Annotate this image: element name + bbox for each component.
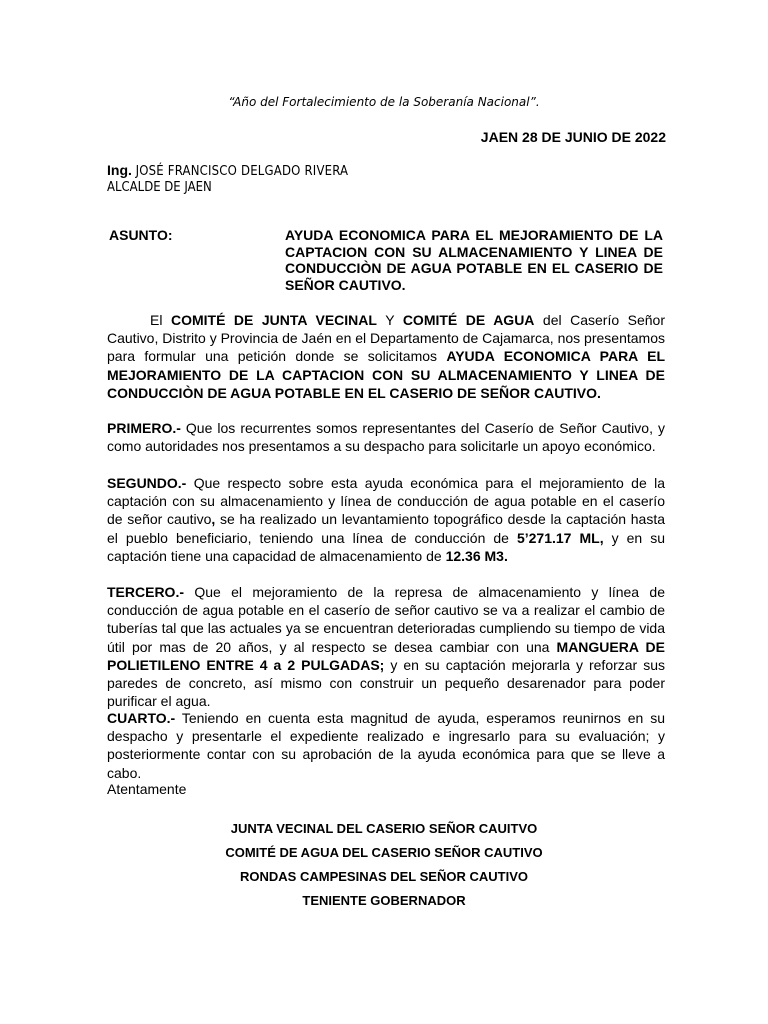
intro-committee-1: COMITÉ DE JUNTA VECINAL bbox=[170, 312, 377, 328]
segundo-text-1: Que respecto sobre esta ayuda económica para el mejoramiento de la captación con su almacenamiento y línea de conducción de agua potable en el caserío de señor cautivo bbox=[107, 475, 665, 528]
closing-salutation: Atentamente bbox=[107, 781, 187, 797]
primero-label: PRIMERO.- bbox=[107, 420, 181, 436]
signature-teniente-gobernador: TENIENTE GOBERNADOR bbox=[302, 893, 466, 908]
segundo-capacity: 12.36 M3. bbox=[445, 547, 508, 564]
tercero-text-2: y en su captación mejorarla y reforzar sus paredes de concreto, así mismo con construir un pequeño desarenador para poder purificar el agua. bbox=[107, 656, 665, 710]
segundo-text-2: se ha realizado un levantamiento topográfico desde la captación hasta el pueblo beneficiario, teniendo una línea de conducción de bbox=[107, 511, 666, 546]
intro-request: AYUDA ECONOMICA PARA EL MEJORAMIENTO DE LA CAPTACION CON SU ALMACENAMIENTO Y LINEA DE CONDUCCIÒN DE AGUA POTABLE EN EL CASERIO DE SEÑOR CAUTIVO. bbox=[107, 348, 666, 401]
signature-rondas-campesinas: RONDAS CAMPESINAS DEL SEÑOR CAUTIVO bbox=[240, 869, 528, 884]
intro-paragraph bbox=[107, 311, 665, 402]
segundo-text-3: y en su captación tiene una capacidad de almacenamiento de bbox=[107, 529, 665, 564]
recipient-name: JOSÉ FRANCISCO DELGADO RIVERA bbox=[135, 164, 349, 179]
subject-label: ASUNTO: bbox=[109, 227, 173, 243]
recipient-name-line bbox=[107, 162, 348, 180]
recipient-block bbox=[107, 162, 348, 196]
recipient-position: ALCALDE DE JAEN bbox=[107, 180, 212, 195]
intro-text-3: del Caserío Señor Cautivo, Distrito y Provincia de Jaén en el Departamento de Cajamarca, nos presentamos para formular una petición donde se solicitamos bbox=[107, 312, 666, 365]
tercero-text-1: Que el mejoramiento de la represa de almacenamiento y línea de conducción de agua potable en el caserío de señor cautivo se va a realizar el cambio de tuberías tal que las actuales ya se encuentran deterioradas cumpliendo su tiempo de vida útil por mas de 20 años, y al respecto se desea cambiar con una bbox=[107, 584, 665, 655]
tercero-paragraph bbox=[107, 583, 665, 710]
intro-text-2: Y bbox=[376, 312, 403, 328]
intro-text-1: El bbox=[150, 312, 171, 328]
subject-text: AYUDA ECONOMICA PARA EL MEJORAMIENTO DE LA CAPTACION CON SU ALMACENAMIENTO Y LINEA DE CONDUCCIÒN DE AGUA POTABLE EN EL CASERIO DE SEÑOR CAUTIVO. bbox=[285, 227, 663, 293]
letter-date: JAEN 28 DE JUNIO DE 2022 bbox=[480, 129, 666, 145]
primero-text: Que los recurrentes somos representantes del Caserío de Señor Cautivo, y como autoridades nos presentamos a su despacho para solicitarle un apoyo económico. bbox=[107, 420, 665, 455]
year-motto: “Año del Fortalecimiento de la Soberanía Nacional”. bbox=[228, 95, 540, 109]
primero-paragraph bbox=[107, 419, 665, 455]
recipient-title: Ing. bbox=[107, 162, 132, 178]
tercero-hose: MANGUERA DE POLIETILENO ENTRE 4 a 2 PULGADAS; bbox=[107, 638, 665, 673]
intro-committee-2: COMITÉ DE AGUA bbox=[402, 312, 535, 328]
cuarto-text: Teniendo en cuenta esta magnitud de ayuda, esperamos reunirnos en su despacho y presentarle el expediente realizado e ingresarlo para su evaluación; y posteriormente contar con su aprobación de la ayuda económica para que se lleve a cabo. bbox=[107, 710, 665, 781]
segundo-comma: , bbox=[211, 511, 216, 528]
segundo-length: 5’271.17 ML, bbox=[516, 529, 604, 546]
cuarto-label: CUARTO.- bbox=[107, 710, 176, 726]
signature-junta-vecinal: JUNTA VECINAL DEL CASERIO SEÑOR CAUITVO bbox=[230, 821, 538, 836]
cuarto-paragraph bbox=[107, 709, 665, 782]
segundo-label: SEGUNDO.- bbox=[107, 475, 187, 491]
signature-comite-agua: COMITÉ DE AGUA DEL CASERIO SEÑOR CAUTIVO bbox=[225, 845, 543, 860]
tercero-label: TERCERO.- bbox=[107, 584, 184, 600]
segundo-paragraph bbox=[107, 474, 665, 565]
